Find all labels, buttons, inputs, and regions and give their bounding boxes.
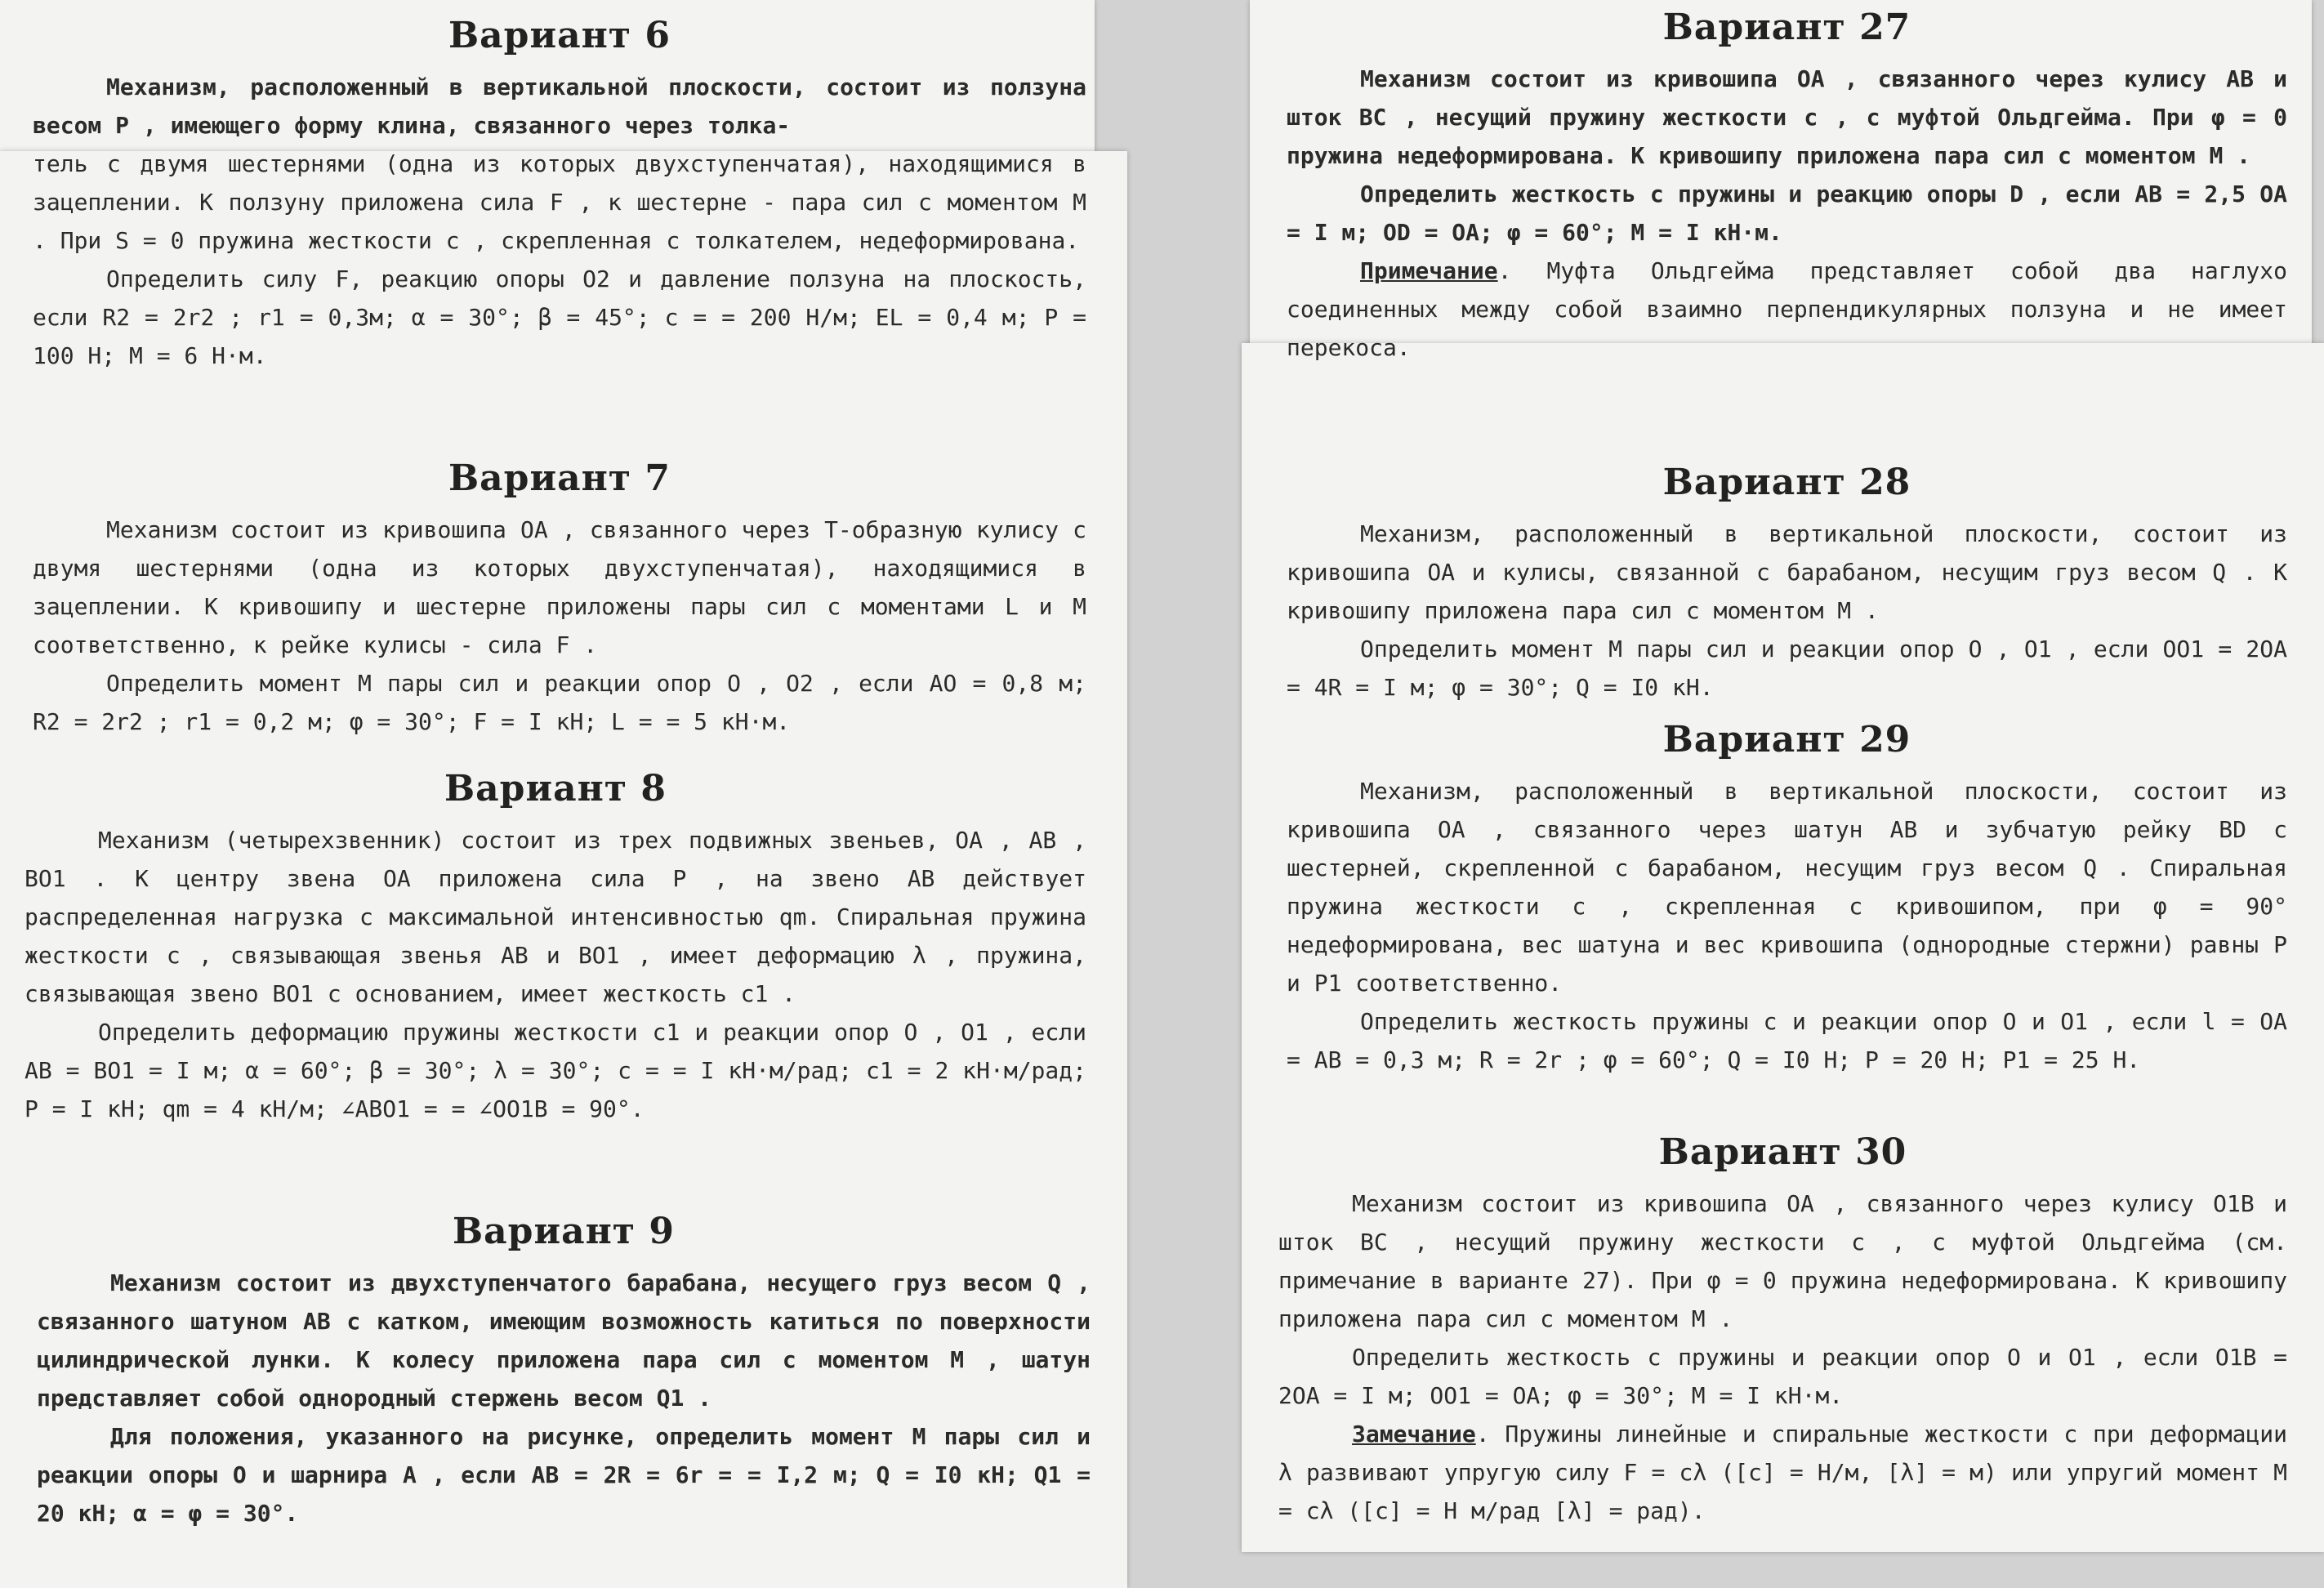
- variant-8-text-1: Механизм (четырехзвенник) состоит из трех подвижных звеньев, OA , AB , BO1 . К центру звена OA приложена сила P , на звено AB действует распределенная нагрузка с максимальной интенсивностью qm. Спиральная пружина жесткости c , связывающая звенья AB и BO1 , имеет деформацию λ , пружина, связывающая звено BO1 с основанием, имеет жесткость c1 .: [25, 827, 1086, 1007]
- variant-30-note-label: Замечание: [1352, 1421, 1476, 1447]
- variant-9-text-1: Механизм состоит из двухступенчатого барабана, несущего груз весом Q , связанного шатуном AB с катком, имеющим возможность катиться по поверхности цилиндрической лунки. К колесу приложена пара сил с моментом M , шатун представляет собой однородный стержень весом Q1 .: [37, 1269, 1091, 1412]
- variant-8: [25, 768, 1086, 1128]
- variant-29: [1287, 719, 2287, 1079]
- variant-28-text-2: Определить момент M пары сил и реакции опор O , O1 , если OO1 = 2OA = 4R = I м; φ = 30°; Q = I0 кН.: [1287, 636, 2287, 701]
- variant-8-heading: Вариант 8: [444, 768, 667, 810]
- variant-7-heading: Вариант 7: [448, 457, 671, 499]
- variant-6: [33, 15, 1086, 375]
- variant-30-note: [1278, 1415, 2287, 1530]
- variant-28-heading: Вариант 28: [1662, 462, 1911, 503]
- variant-30: [1278, 1131, 2287, 1530]
- variant-28: [1287, 462, 2287, 707]
- variant-29-heading: Вариант 29: [1662, 719, 1911, 761]
- variant-6-text-3: Определить силу F, реакцию опоры O2 и давление ползуна на плоскость, если R2 = 2r2 ; r1 = 0,3м; α = 30°; β = 45°; c = = 200 Н/м; EL = 0,4 м; P = 100 Н; M = 6 Н·м.: [33, 265, 1086, 369]
- variant-9: [37, 1211, 1091, 1532]
- variant-27-heading: Вариант 27: [1662, 7, 1911, 48]
- variant-29-text-2: Определить жесткость пружины c и реакции опор O и O1 , если l = OA = AB = 0,3 м; R = 2r ; φ = 60°; Q = I0 Н; P = 20 Н; P1 = 25 Н.: [1287, 1008, 2287, 1073]
- variant-28-text-1: Механизм, расположенный в вертикальной плоскости, состоит из кривошипа OA и кулисы, связанной с барабаном, несущим груз весом Q . К кривошипу приложена пара сил с моментом M .: [1287, 520, 2287, 624]
- variant-27-note-label: Примечание: [1360, 257, 1498, 284]
- variant-9-text-2: Для положения, указанного на рисунке, определить момент M пары сил и реакции опоры O и шарнира A , если AB = 2R = 6r = = I,2 м; Q = I0 кН; Q1 = 20 кН; α = φ = 30°.: [37, 1423, 1091, 1527]
- variant-30-heading: Вариант 30: [1658, 1131, 1907, 1173]
- variant-27-text-1: Механизм состоит из кривошипа OA , связанного через кулису AB и шток BC , несущий пружину жесткости c , с муфтой Ольдгейма. При φ = 0 пружина недеформирована. К кривошипу приложена пара сил с моментом M .: [1287, 65, 2287, 169]
- variant-6-text-2: тель с двумя шестернями (одна из которых двухступенчатая), находящимися в зацеплении. К ползуну приложена сила F , к шестерне - пара сил с моментом M . При S = 0 пружина жесткости c , скрепленная с толкателем, недеформирована.: [33, 150, 1086, 254]
- variant-7-text-1: Механизм состоит из кривошипа OA , связанного через T-образную кулису с двумя шестернями (одна из которых двухступенчатая), находящимися в зацеплении. К кривошипу и шестерне приложены пары сил с моментами L и M соответственно, к рейке кулисы - сила F .: [33, 516, 1086, 658]
- variant-27: [1287, 7, 2287, 367]
- variant-7-text-2: Определить момент M пары сил и реакции опор O , O2 , если AO = 0,8 м; R2 = 2r2 ; r1 = 0,2 м; φ = 30°; F = I кН; L = = 5 кН·м.: [33, 670, 1086, 735]
- variant-7: [33, 457, 1086, 741]
- variant-27-note-text: . Муфта Ольдгейма представляет собой два наглухо соединенных между собой взаимно перпендикулярных ползуна и не имеет перекоса.: [1287, 257, 2287, 361]
- variant-27-note: [1287, 252, 2287, 367]
- variant-8-text-2: Определить деформацию пружины жесткости c1 и реакции опор O , O1 , если AB = BO1 = I м; α = 60°; β = 30°; λ = 30°; c = = I кН·м/рад; c1 = 2 кН·м/рад; P = I кН; qm = 4 кН/м; ∠ABO1 = = ∠OO1B = 90°.: [25, 1019, 1086, 1122]
- variant-29-text-1: Механизм, расположенный в вертикальной плоскости, состоит из кривошипа OA , связанного через шатун AB и зубчатую рейку BD с шестерней, скрепленной с барабаном, несущим груз весом Q . Спиральная пружина жесткости c , скрепленная с кривошипом, при φ = 90° недеформирована, вес шатуна и вес кривошипа (однородные стержни) равны P и P1 соответственно.: [1287, 778, 2287, 997]
- variant-30-text-1: Механизм состоит из кривошипа OA , связанного через кулису O1B и шток BC , несущий пружину жесткости c , с муфтой Ольдгейма (см. примечание в варианте 27). При φ = 0 пружина недеформирована. К кривошипу приложена пара сил с моментом M .: [1278, 1190, 2287, 1332]
- variant-9-heading: Вариант 9: [452, 1211, 675, 1252]
- variant-6-heading: Вариант 6: [448, 15, 671, 56]
- variant-27-text-2: Определить жесткость c пружины и реакцию опоры D , если AB = 2,5 OA = I м; OD = OA; φ = 60°; M = I кН·м.: [1287, 181, 2287, 246]
- variant-6-text-1: Механизм, расположенный в вертикальной плоскости, состоит из ползуна весом P , имеющего форму клина, связанного через толка-: [33, 74, 1086, 139]
- variant-30-text-2: Определить жесткость c пружины и реакции опор O и O1 , если O1B = 2OA = I м; OO1 = OA; φ = 30°; M = I кН·м.: [1278, 1344, 2287, 1409]
- variant-30-note-text: . Пружины линейные и спиральные жесткости c при деформации λ развивают упругую силу F = cλ ([c] = Н/м, [λ] = м) или упругий момент M = cλ ([c] = Н м/рад [λ] = рад).: [1278, 1421, 2287, 1524]
